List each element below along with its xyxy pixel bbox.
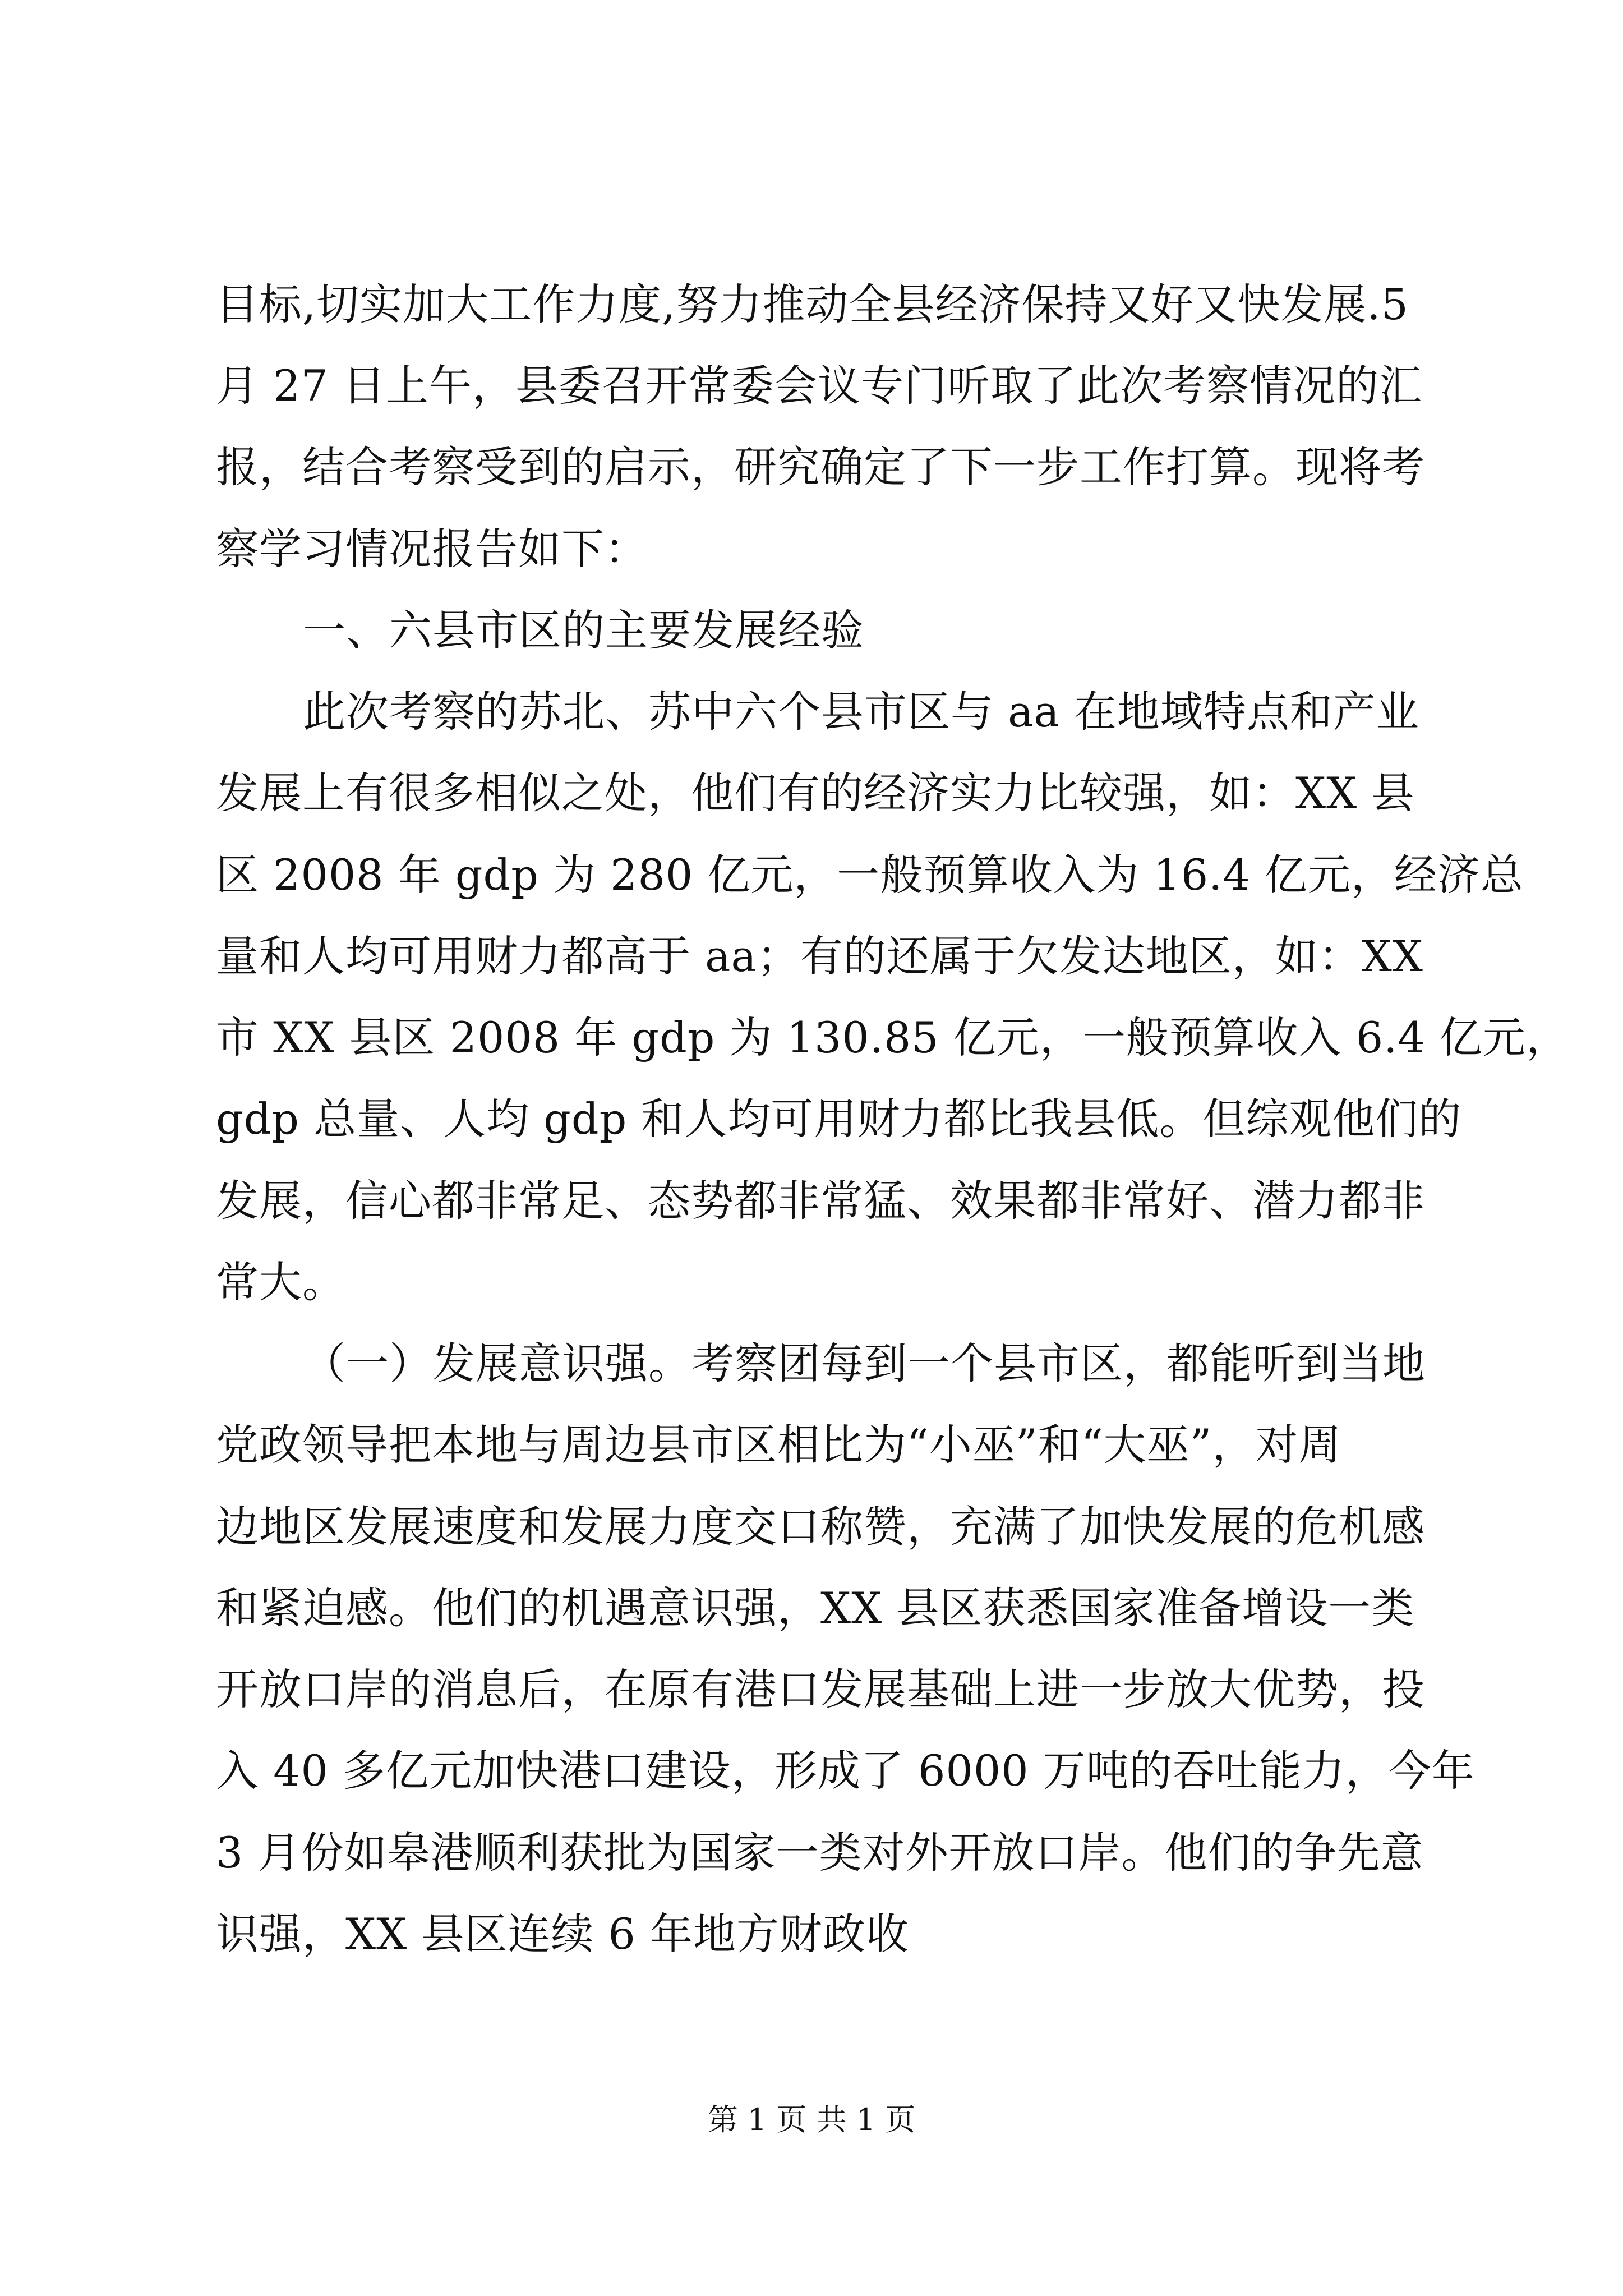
body-line-18: 开放口岸的消息后，在原有港口发展基础上进一步放大优势，投: [216, 1664, 1425, 1714]
body-line-17: 和紧迫感。他们的机遇意识强，XX 县区获悉国家准备增设一类: [216, 1583, 1415, 1633]
body-line-20: 3 月份如皋港顺利获批为国家一类对外开放口岸。他们的争先意: [216, 1828, 1424, 1878]
body-line-10: 市 XX 县区 2008 年 gdp 为 130.85 亿元，一般预算收入 6.4 亿元，: [216, 1013, 1569, 1062]
page-footer: 第 1 页 共 1 页: [707, 2102, 916, 2137]
body-line-6: 此次考察的苏北、苏中六个县市区与 aa 在地域特点和产业: [303, 687, 1419, 737]
subsection-line: （一）发展意识强。考察团每到一个县市区，都能听到当地: [303, 1338, 1426, 1388]
body-line-1: 目标,切实加大工作力度,努力推动全县经济保持又好又快发展.5: [216, 279, 1409, 329]
body-line-21: 识强，XX 县区连续 6 年地方财政收: [216, 1909, 910, 1959]
body-line-13: 常大。: [216, 1257, 345, 1307]
body-line-8: 区 2008 年 gdp 为 280 亿元，一般预算收入为 16.4 亿元，经济总: [216, 850, 1524, 900]
body-line-15: 党政领导把本地与周边县市区相比为“小巫”和“大巫”，对周: [216, 1420, 1342, 1470]
body-line-11: gdp 总量、人均 gdp 和人均可用财力都比我县低。但综观他们的: [216, 1094, 1462, 1144]
body-line-3: 报，结合考察受到的启示，研究确定了下一步工作打算。现将考: [216, 442, 1425, 492]
body-line-19: 入 40 多亿元加快港口建设，形成了 6000 万吨的吞吐能力，今年: [216, 1746, 1475, 1796]
body-line-9: 量和人均可用财力都高于 aa；有的还属于欠发达地区，如：XX: [216, 931, 1423, 981]
body-line-16: 边地区发展速度和发展力度交口称赞，充满了加快发展的危机感: [216, 1502, 1425, 1552]
body-line-7: 发展上有很多相似之处，他们有的经济实力比较强，如：XX 县: [216, 768, 1415, 818]
body-line-12: 发展，信心都非常足、态势都非常猛、效果都非常好、潜力都非: [216, 1176, 1425, 1226]
body-line-2: 月 27 日上午，县委召开常委会议专门听取了此次考察情况的汇: [216, 361, 1423, 411]
body-line-4: 察学习情况报告如下：: [216, 524, 648, 574]
section-heading: 一、六县市区的主要发展经验: [303, 605, 864, 655]
